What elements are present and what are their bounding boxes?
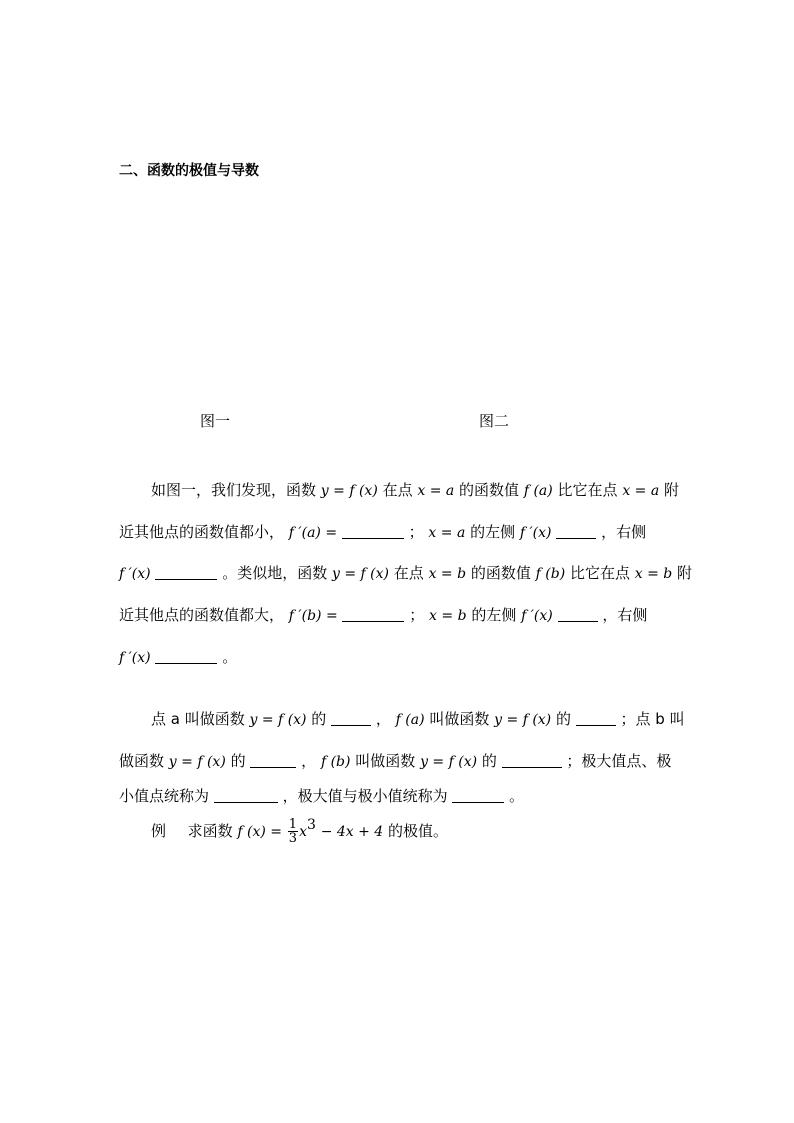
text: 叫做函数 (429, 710, 490, 728)
text: ， (301, 752, 317, 770)
math: f (a) (395, 712, 425, 728)
text: ，极大值与极小值统称为 (282, 787, 448, 805)
text: 比它在点 (569, 564, 630, 582)
para1-line-1 (151, 480, 679, 500)
math: x = a (428, 525, 466, 541)
fraction-numerator: 1 (288, 817, 298, 832)
text: ；极大值点、极 (566, 752, 672, 770)
math: x (299, 824, 307, 840)
answer-blank[interactable] (502, 752, 562, 768)
answer-blank[interactable] (331, 710, 371, 726)
answer-blank[interactable] (250, 752, 296, 768)
para1-line-3 (119, 563, 692, 583)
text: ； (409, 606, 425, 624)
exponent: 3 (306, 817, 316, 833)
text: 的 (555, 710, 571, 728)
text: 求函数 (187, 822, 233, 840)
math: f (b) (535, 566, 566, 582)
text: 的 (311, 710, 327, 728)
math: y = f (x) (420, 754, 478, 770)
math: − 4x + 4 (320, 824, 384, 840)
answer-blank[interactable] (155, 648, 217, 664)
text: 附 (663, 481, 679, 499)
text: 在点 (393, 564, 424, 582)
math: x = a (417, 483, 455, 499)
para1-line-5 (119, 647, 237, 667)
answer-blank[interactable] (576, 710, 616, 726)
text: 的 (481, 752, 497, 770)
text: 比它在点 (557, 481, 618, 499)
text: 的函数值 (470, 564, 531, 582)
text: 如图一，我们发现，函数 (151, 481, 317, 499)
text: 附 (677, 564, 693, 582)
para1-line-4 (119, 605, 647, 625)
answer-blank[interactable] (558, 606, 598, 622)
math: y = f (x) (249, 712, 307, 728)
math: f ′(x) (119, 566, 151, 582)
math: x = b (634, 566, 673, 582)
math: y = f (x) (168, 754, 226, 770)
example-label: 例 (151, 822, 167, 840)
math: x = a (622, 483, 660, 499)
text: 。 (222, 648, 238, 666)
text: 做函数 (119, 752, 165, 770)
answer-blank[interactable] (342, 606, 404, 622)
answer-blank[interactable] (214, 787, 278, 803)
text: 。类似地，函数 (222, 564, 328, 582)
answer-blank[interactable] (452, 787, 504, 803)
fraction (288, 818, 298, 845)
math: f (a) (523, 483, 553, 499)
figure-label-1: 图一 (200, 412, 231, 430)
text: 叫做函数 (355, 752, 416, 770)
text: ，右侧 (601, 523, 647, 541)
math: f ′(b) = (288, 608, 338, 624)
math: y = f (x) (332, 566, 389, 582)
text: ， (375, 710, 391, 728)
para1-line-2 (119, 522, 646, 542)
answer-blank[interactable] (342, 523, 404, 539)
math: f (x) = (237, 824, 283, 840)
math: f ′(a) = (288, 525, 338, 541)
math: y = f (x) (494, 712, 552, 728)
para2-line-1 (151, 709, 685, 729)
math: x = b (429, 608, 467, 624)
math: y = f (x) (320, 483, 378, 499)
text: 的 (230, 752, 246, 770)
answer-blank[interactable] (155, 564, 217, 580)
para2-line-3 (119, 786, 524, 806)
text: 点 a 叫做函数 (151, 710, 245, 728)
figure-label-2: 图二 (479, 412, 510, 430)
math: f ′(x) (519, 525, 552, 541)
text: 的函数值 (459, 481, 520, 499)
text: ；点 b 叫 (620, 710, 685, 728)
text: 近其他点的函数值都大， (119, 606, 285, 624)
text: 的极值。 (388, 822, 449, 840)
text: 的左侧 (471, 606, 517, 624)
text: ，右侧 (602, 606, 648, 624)
answer-blank[interactable] (556, 523, 596, 539)
math: x = b (428, 566, 467, 582)
section-heading: 二、函数的极值与导数 (119, 163, 259, 179)
math: f (b) (320, 754, 351, 770)
text: ； (408, 523, 424, 541)
text: 在点 (382, 481, 413, 499)
math: f ′(x) (119, 650, 151, 666)
math: f ′(x) (521, 608, 553, 624)
para2-line-2 (119, 751, 671, 771)
fraction-denominator: 3 (288, 831, 298, 846)
text: 的左侧 (470, 523, 516, 541)
text: 近其他点的函数值都小， (119, 523, 285, 541)
text: 。 (509, 787, 525, 805)
text: 小值点统称为 (119, 787, 210, 805)
example-line (151, 815, 448, 847)
